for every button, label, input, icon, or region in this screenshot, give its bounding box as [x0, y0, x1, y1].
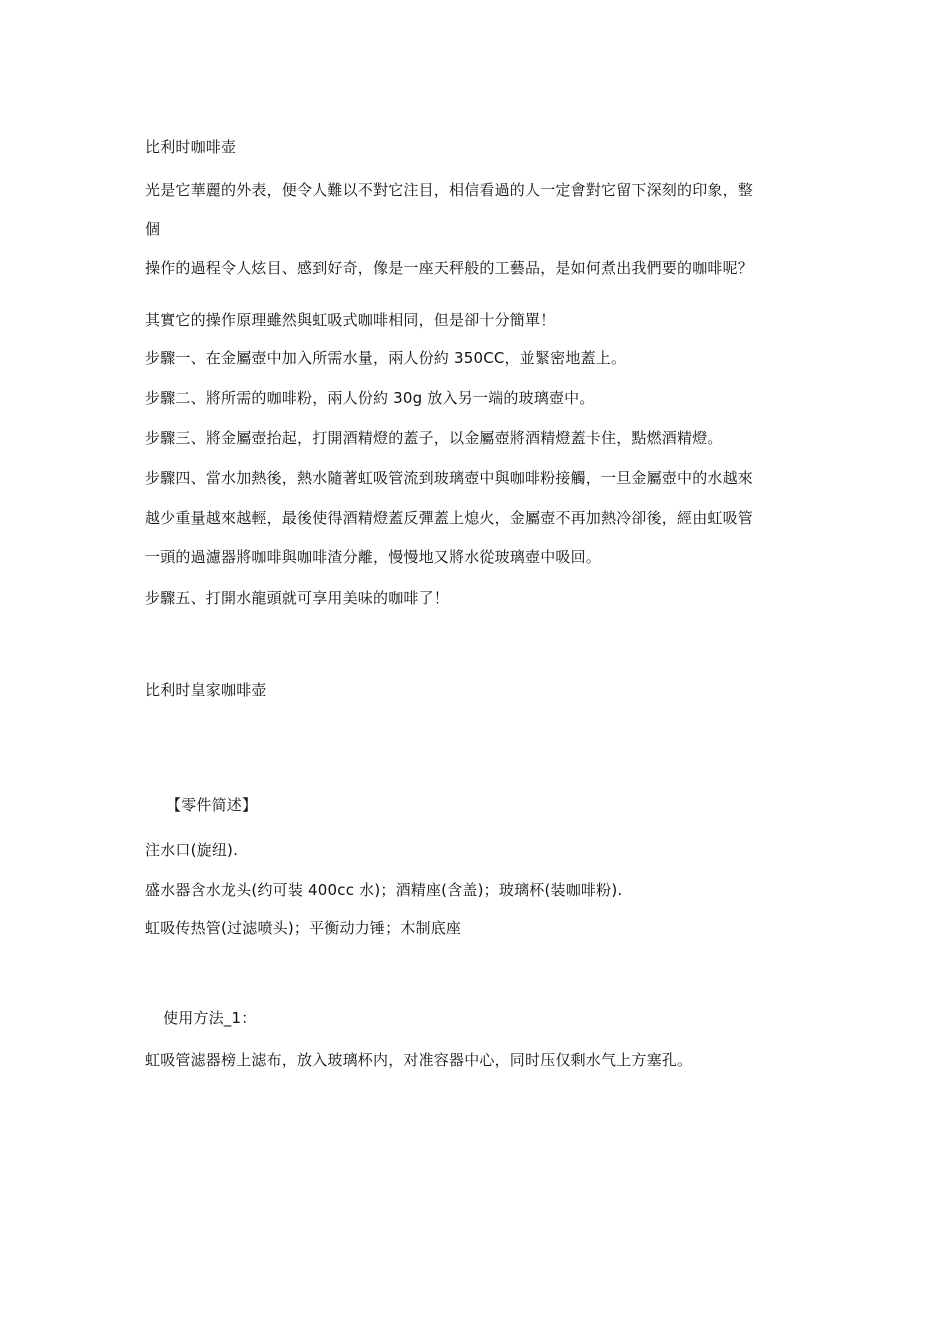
step-five: 步驟五、打開水龍頭就可享用美味的咖啡了！ — [145, 589, 450, 607]
parts-heading: 【零件简述】 — [166, 796, 258, 814]
parts-list-line: 注水口(旋纽). — [145, 841, 239, 859]
section-title-belgium-coffee-pot: 比利时咖啡壶 — [145, 138, 237, 156]
intro-paragraph-line: 光是它華麗的外表，便令人難以不對它注目，相信看過的人一定會對它留下深刻的印象，整 — [145, 181, 754, 199]
usage-instruction-line: 虹吸管滤器榜上滤布，放入玻璃杯内，对准容器中心，同时压仅剩水气上方塞孔。 — [145, 1051, 693, 1069]
step-four-line: 步驟四、當水加熱後，熱水隨著虹吸管流到玻璃壺中與咖啡粉接觸，一旦金屬壺中的水越來 — [145, 469, 754, 487]
intro-paragraph-line: 個 — [145, 220, 161, 238]
section-title-belgium-royal-coffee-pot: 比利时皇家咖啡壶 — [145, 681, 267, 699]
step-two: 步驟二、將所需的咖啡粉，兩人份約 30g 放入另一端的玻璃壺中。 — [145, 389, 595, 407]
step-three: 步驟三、將金屬壺抬起，打開酒精燈的蓋子，以金屬壺將酒精燈蓋卡住，點燃酒精燈。 — [145, 429, 723, 447]
parts-list-line: 虹吸传热管(过滤喷头)；平衡动力锤；木制底座 — [145, 919, 462, 937]
step-one: 步驟一、在金屬壺中加入所需水量，兩人份約 350CC，並緊密地蓋上。 — [145, 349, 627, 367]
intro-paragraph-line: 操作的過程令人炫目、感到好奇，像是一座天秤般的工藝品，是如何煮出我們要的咖啡呢？ — [145, 259, 754, 277]
step-four-line: 一頭的過濾器將咖啡與咖啡渣分離，慢慢地又將水從玻璃壺中吸回。 — [145, 548, 602, 566]
usage-heading: 使用方法_1： — [163, 1009, 257, 1027]
step-four-line: 越少重量越來越輕，最後使得酒精燈蓋反彈蓋上熄火，金屬壺不再加熱冷卻後，經由虹吸管 — [145, 509, 754, 527]
intro-paragraph-line: 其實它的操作原理雖然與虹吸式咖啡相同，但是卻十分簡單！ — [145, 311, 556, 329]
parts-list-line: 盛水器含水龙头(约可装 400cc 水)；酒精座(含盖)；玻璃杯(装咖啡粉). — [145, 881, 623, 899]
